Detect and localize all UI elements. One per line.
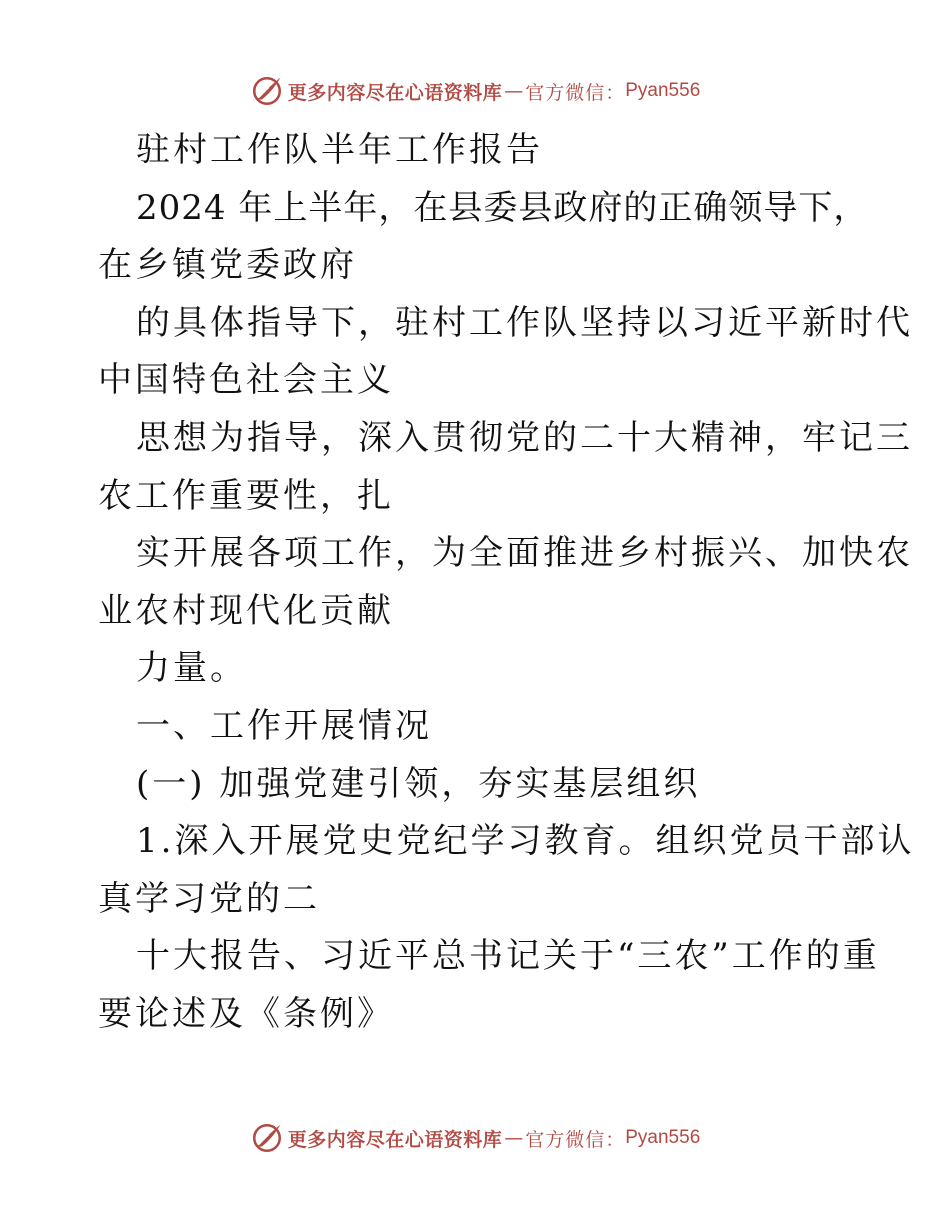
watermark-label: 官方微信：: [525, 1128, 626, 1151]
paragraph-line: 十大报告、习近平总书记关于“三农”工作的重: [136, 936, 880, 977]
paragraph-line: 真学习党的二: [98, 878, 320, 919]
watermark-prefix: 更多内容尽在心语资料库: [287, 81, 503, 104]
watermark-dash: —: [504, 1127, 524, 1149]
header-watermark: [0, 71, 950, 111]
quill-logo-icon: [250, 74, 284, 108]
paragraph-line: 业农村现代化贡献: [98, 590, 394, 631]
quill-logo-icon: [250, 1121, 284, 1155]
paragraph-line: 实开展各项工作，为全面推进乡村振兴、加快农: [136, 533, 913, 574]
footer-watermark: [0, 1118, 950, 1158]
paragraph-line: 力量。: [136, 648, 247, 689]
paragraph-line: 要论述及《条例》: [98, 993, 394, 1034]
subsection-heading: (一) 加强党建引领，夯实基层组织: [136, 763, 701, 804]
document-title: 驻村工作队半年工作报告: [136, 130, 543, 170]
document-body: [98, 122, 915, 1044]
paragraph-line: 思想为指导，深入贯彻党的二十大精神，牢记三: [136, 417, 913, 458]
paragraph-line: 2024 年上半年，在县委县政府的正确领导下，: [136, 187, 869, 228]
watermark-prefix: 更多内容尽在心语资料库: [287, 1128, 503, 1151]
watermark-id: Pyan556: [625, 80, 701, 101]
paragraph-line: 农工作重要性，扎: [98, 475, 394, 516]
paragraph-line: 1.深入开展党史党纪学习教育。组织党员干部认: [136, 821, 915, 862]
watermark-dash: —: [504, 80, 524, 102]
watermark-id: Pyan556: [625, 1127, 701, 1148]
watermark-label: 官方微信：: [525, 81, 626, 104]
paragraph-line: 在乡镇党委政府: [98, 245, 357, 286]
paragraph-line: 的具体指导下，驻村工作队坚持以习近平新时代: [136, 302, 913, 343]
section-heading: 一、工作开展情况: [136, 705, 432, 746]
paragraph-line: 中国特色社会主义: [98, 360, 394, 401]
